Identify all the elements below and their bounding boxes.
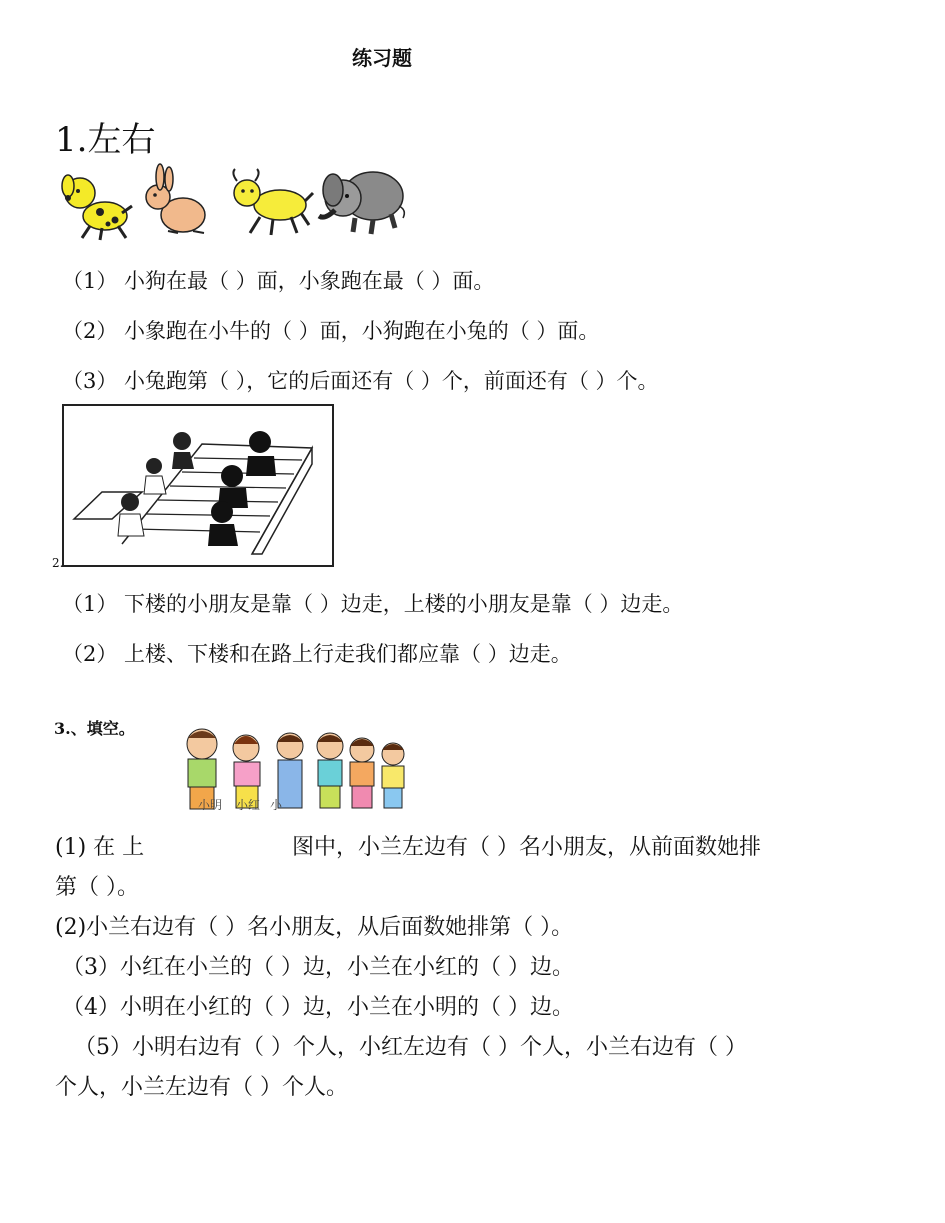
s3-question-2: (2)小兰右边有（ ）名小朋友，从后面数她排第（ ）。 — [55, 915, 574, 940]
staircase-illustration — [62, 404, 334, 567]
s3-question-3: （3）小红在小兰的（ ）边，小兰在小红的（ ）边。 — [62, 955, 574, 980]
s2-question-2: （2） 上楼、下楼和在路上行走我们都应靠（ ）边走。 — [62, 642, 572, 666]
kid-label-1: 小明 — [198, 798, 223, 812]
s3-question-4: （4）小明在小红的（ ）边，小兰在小明的（ ）边。 — [62, 995, 574, 1020]
s1-question-1: （1） 小狗在最（ ）面，小象跑在最（ ）面。 — [62, 269, 495, 293]
page-title: 练习题 — [352, 46, 412, 70]
s1-question-2: （2） 小象跑在小牛的（ ）面，小狗跑在小兔的（ ）面。 — [62, 319, 600, 343]
s3-question-5b: 个人，小兰左边有（ ）个人。 — [55, 1075, 348, 1100]
s1-question-3: （3） 小兔跑第（ ），它的后面还有（ ）个，前面还有（ ）个。 — [62, 369, 659, 393]
kid-label-3: 小 — [270, 798, 283, 812]
s3-question-1b: 图中，小兰左边有（ ）名小朋友，从前面数她排 — [292, 835, 761, 860]
s3-question-5a: （5）小明右边有（ ）个人，小红左边有（ ）个人，小兰右边有（ ） — [74, 1035, 747, 1060]
section1-heading: 1.左右 — [55, 120, 156, 160]
section3-heading: 3.、填空。 — [54, 719, 135, 738]
s3-question-1a: (1) 在 上 — [55, 835, 145, 860]
dog-icon — [60, 168, 135, 243]
s2-number: 2. — [52, 556, 64, 570]
cow-icon — [225, 165, 315, 240]
s2-question-1: （1） 下楼的小朋友是靠（ ）边走，上楼的小朋友是靠（ ）边走。 — [62, 592, 684, 616]
s3-question-1c: 第（ ）。 — [55, 875, 139, 900]
kid-label-2: 小红 — [236, 798, 261, 812]
elephant-icon — [315, 158, 410, 238]
rabbit-icon — [138, 165, 213, 240]
